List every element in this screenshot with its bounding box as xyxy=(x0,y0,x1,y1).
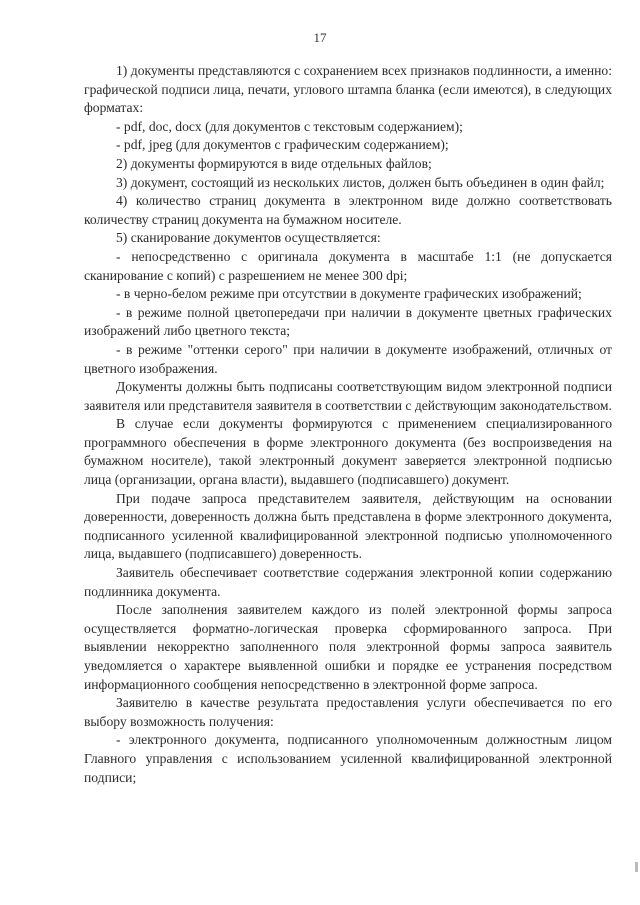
paragraph: - в режиме полной цветопередачи при наличии в документе цветных графических изображений либо цветного текста; xyxy=(84,304,612,339)
document-body xyxy=(84,62,612,787)
paragraph: 3) документ, состоящий из нескольких листов, должен быть объединен в один файл; xyxy=(116,174,605,190)
paragraph: - непосредственно с оригинала документа в масштабе 1:1 (не допускается сканирование с копий) с разрешением не менее 300 dpi; xyxy=(84,248,612,283)
page-number: 17 xyxy=(313,30,327,45)
paragraph: - pdf, jpeg (для документов с графическим содержанием); xyxy=(116,137,449,153)
paragraph: В случае если документы формируются с применением специализированного программного обеспечения в форме электронного документа (без воспроизведения на бумажном носителе), такой электронный документ заверяется электронной подписью лица (организации, органа власти), выдавшего (подписавшего) документ. xyxy=(84,416,612,488)
paragraph: - электронного документа, подписанного уполномоченным должностным лицом Главного управления с использованием усиленной квалифицированной электронной подписи; xyxy=(84,732,612,785)
paragraph: 5) сканирование документов осуществляется: xyxy=(116,230,381,246)
paragraph: При подаче запроса представителем заявителя, действующим на основании доверенности, доверенность должна быть представлена в форме электронного документа, подписанного усиленной квалифицированной электронной подписью уполномоченного лица, выдавшего (подписавшего) доверенность. xyxy=(84,490,612,562)
paragraph: Заявителю в качестве результата предоставления услуги обеспечивается по его выбору возможность получения: xyxy=(84,695,612,729)
paragraph: Заявитель обеспечивает соответствие содержания электронной копии содержанию подлинника документа. xyxy=(84,565,612,599)
paragraph: Документы должны быть подписаны соответствующим видом электронной подписи заявителя или представителя заявителя в соответствии с действующим законодательством. xyxy=(84,379,612,413)
scan-artifact xyxy=(635,862,638,872)
paragraph: - в черно-белом режиме при отсутствии в документе графических изображений; xyxy=(116,286,582,302)
paragraph: После заполнения заявителем каждого из полей электронной формы запроса осуществляется форматно-логическая проверка сформированного запроса. При выявлении некорректно заполненного поля электронной формы запроса заявитель уведомляется о характере выявленной ошибки и порядке ее устранения посредством информационного сообщения непосредственно в электронной форме запроса. xyxy=(84,602,612,692)
paragraph: 2) документы формируются в виде отдельных файлов; xyxy=(116,155,432,171)
paragraph: 1) документы представляются с сохранением всех признаков подлинности, а именно: графической подписи лица, печати, углового штампа бланка (если имеются), в следующих форматах: xyxy=(84,63,612,116)
paragraph: - в режиме "оттенки серого" при наличии в документе изображений, отличных от цветного изображения. xyxy=(84,341,612,376)
paragraph: 4) количество страниц документа в электронном виде должно соответствовать количеству страниц документа на бумажном носителе. xyxy=(84,193,612,227)
paragraph: - pdf, doc, docx (для документов с текстовым содержанием); xyxy=(116,118,463,134)
